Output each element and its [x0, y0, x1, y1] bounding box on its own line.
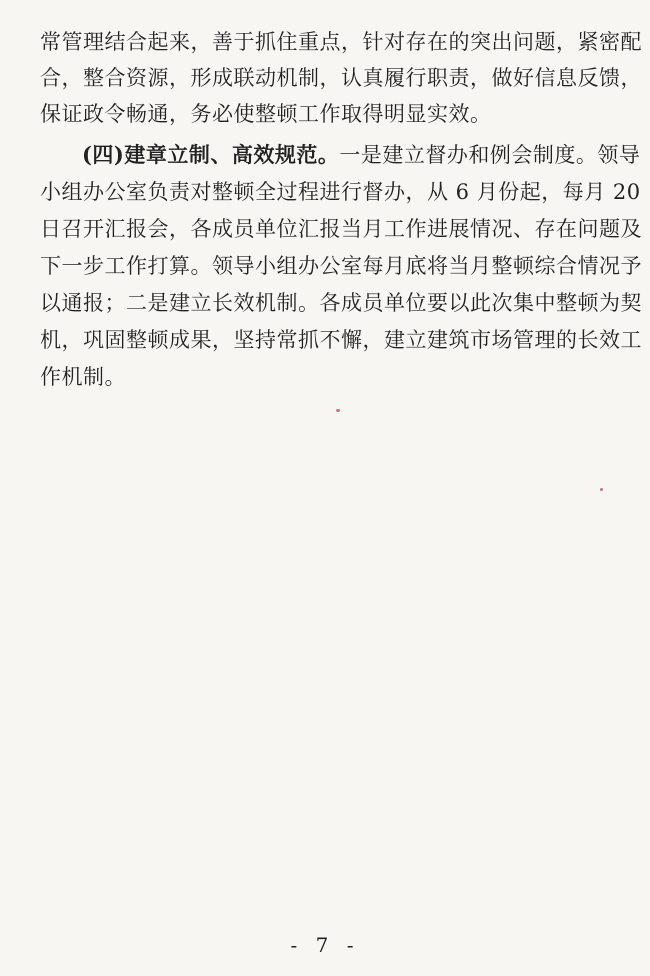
page-number: - 7 - [290, 933, 360, 957]
paragraph-2-line-2: 小组办公室负责对整顿全过程进行督办，从 6 月份起，每月 20 [40, 180, 641, 204]
paragraph-1-line-3: 保证政令畅通，务必使整顿工作取得明显实效。 [40, 102, 492, 126]
paragraph-1-line-2: 合，整合资源，形成联动机制，认真履行职责，做好信息反馈， [40, 66, 642, 90]
ink-speck [336, 409, 340, 412]
ink-speck [600, 488, 603, 491]
paragraph-2-line-5: 以通报；二是建立长效机制。各成员单位要以此次集中整顿为契 [40, 291, 642, 315]
section-heading-rest: 一是建立督办和例会制度。领导 [339, 143, 641, 167]
paragraph-2-line-6: 机，巩固整顿成果，坚持常抓不懈，建立建筑市场管理的长效工 [40, 328, 642, 352]
paragraph-2-line-7: 作机制。 [40, 365, 126, 389]
paragraph-1-line-1: 常管理结合起来，善于抓住重点，针对存在的突出问题，紧密配 [40, 30, 642, 54]
paragraph-2-line-3: 日召开汇报会，各成员单位汇报当月工作进展情况、存在问题及 [40, 217, 642, 241]
paragraph-2-line-4: 下一步工作打算。领导小组办公室每月底将当月整顿综合情况予 [40, 254, 642, 278]
section-heading: (四)建章立制、高效规范。 [82, 142, 340, 167]
paragraph-2-line-1 [82, 140, 641, 170]
